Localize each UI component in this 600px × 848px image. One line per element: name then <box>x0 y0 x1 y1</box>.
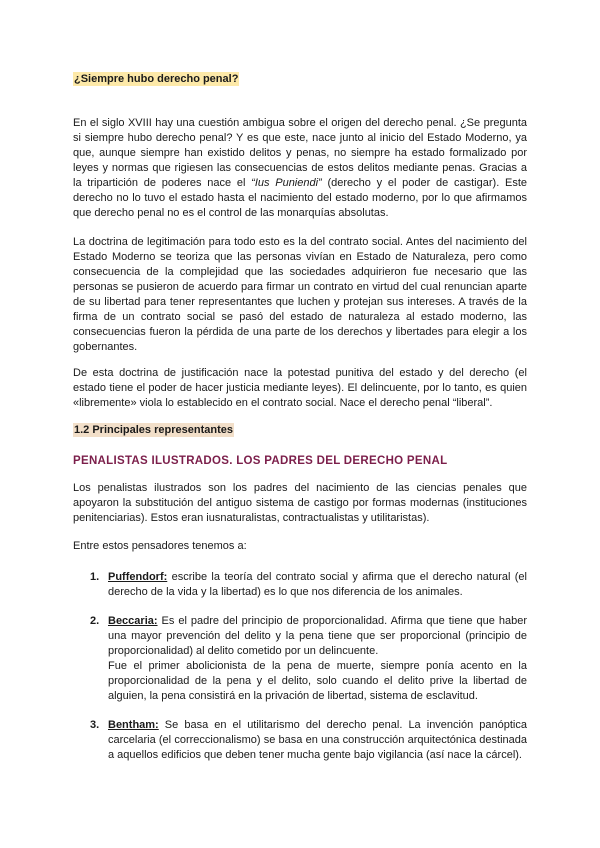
representative-text-continued: Fue el primer abolicionista de la pena de muerte, siempre ponía acento en la proporcionalidad de la pena y el delito, solo cuando el delito prive la libertad de alguien, la pena consistirá en la privación de libertad, sistema de esclavitud. <box>108 660 527 702</box>
list-item <box>90 614 527 704</box>
representative-name: Bentham: <box>108 719 159 731</box>
list-number: 3. <box>90 719 100 731</box>
representative-name: Beccaria: <box>108 615 158 627</box>
paragraph-origin-text-2: (derecho y el poder de castigar). Este derecho no lo tuvo el estado hasta el nacimiento del estado moderno, por lo que afirmamos que derecho penal no es el control de las monarquías absolutas. <box>73 177 528 219</box>
representative-text: escribe la teoría del contrato social y afirma que el derecho natural (el derecho de la vida y la libertad) es lo que nos diferencia de los animales. <box>108 571 527 598</box>
paragraph-intro-list: Entre estos pensadores tenemos a: <box>73 540 247 552</box>
list-number: 1. <box>90 571 100 583</box>
representative-name: Puffendorf: <box>108 571 168 583</box>
paragraph-justification: De esta doctrina de justificación nace la potestad punitiva del estado y del derecho (el estado tiene el poder de hacer justicia mediante leyes). El delincuente, por lo tanto, es quien «libremente» viola lo establecido en el contrato social. Nace el derecho penal “liberal”. <box>73 367 527 409</box>
ius-puniendi-term: “Ius Puniendi” <box>251 177 322 189</box>
question-heading: ¿Siempre hubo derecho penal? <box>74 73 239 85</box>
section-heading-block <box>73 423 527 438</box>
list-item <box>90 718 527 763</box>
paragraph-origin <box>73 116 527 221</box>
subtitle: PENALISTAS ILUSTRADOS. LOS PADRES DEL DERECHO PENAL <box>73 455 448 467</box>
paragraph-penalists: Los penalistas ilustrados son los padres del nacimiento de las ciencias penales que apoyaron la substitución del antiguo sistema de castigo por formas modernas (instituciones penitenciarias). Estos eran iusnaturalistas, contractualistas y utilitaristas). <box>73 482 527 524</box>
representative-text: Se basa en el utilitarismo del derecho penal. La invención panóptica carcelaria (el correccionalismo) se basa en una construcción arquitectónica destinada a aquellos edificios que deben tener mucha gente bajo vigilancia (así nace la cárcel). <box>108 719 527 761</box>
representatives-list <box>90 570 527 777</box>
heading-block <box>73 72 527 87</box>
representative-text: Es el padre del principio de proporcionalidad. Afirma que tiene que haber una mayor prevención del delito y la pena tiene que ser proporcional (principio de proporcionalidad) al delito cometido por un delincuente. <box>108 615 527 657</box>
subtitle-block <box>73 454 527 469</box>
list-item <box>90 570 527 600</box>
paragraph-social-contract: La doctrina de legitimación para todo esto es la del contrato social. Antes del nacimiento del Estado Moderno se teoriza que las personas vivían en Estado de Naturaleza, pero como consecuencia de la complejidad que las sociedades adquirieron fue necesario que las personas se pusieron de acuerdo para firmar un contrato en virtud del cual renuncian aparte de su libertad para tener representantes que luchen y protejan sus intereses. A través de la firma de un contrato social se pasó del estado de naturaleza al estado moderno, las consecuencias fueron la pérdida de una parte de los derechos y libertades para elegir a los gobernantes. <box>73 236 527 353</box>
paragraph-origin-text-1: En el siglo XVIII hay una cuestión ambigua sobre el origen del derecho penal. ¿Se pregunta si siempre hubo derecho penal? Y es que este, nace junto al inicio del Estado Moderno, ya que, aunque siempre han existido delitos y penas, no siempre ha estado formalizado por leyes y normas que rigiesen las consecuencias de estos delitos mediante penas. Gracias a la tripartición de poderes nace el <box>73 117 527 189</box>
section-heading: 1.2 Principales representantes <box>74 424 233 436</box>
list-number: 2. <box>90 615 100 627</box>
